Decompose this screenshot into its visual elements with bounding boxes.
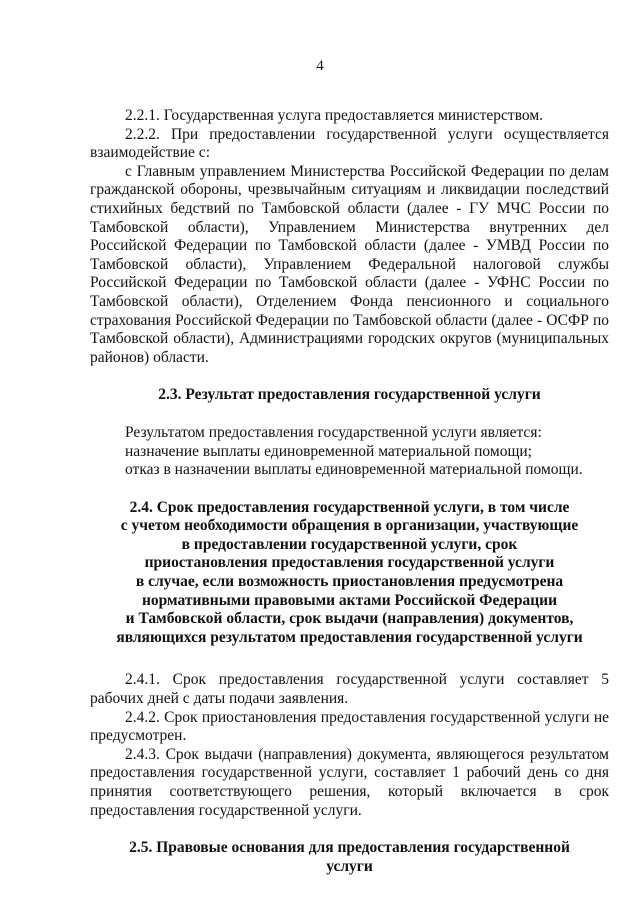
paragraph-interaction-list: с Главным управлением Министерства Российской Федерации по делам гражданской обороны, чрезвычайным ситуациям и ликвидации последствий стихийных бедствий по Тамбовской области (далее - ГУ МЧС России по Тамбовской области), Управлением Министерства внутренних дел Российской Федерации по Тамбовской области (далее - УМВД России по Тамбовской области), Управлением Федеральной налоговой службы Российской Федерации по Тамбовской области (далее - УФНС России по Тамбовской области), Отделением Фонда пенсионного и социального страхования Российской Федерации по Тамбовской области (далее - ОСФР по Тамбовской области), Администрациями городских округов (муниципальных районов) области.	[90, 162, 609, 366]
result-list	[90, 424, 609, 480]
heading-2-4-line: с учетом необходимости обращения в организации, участвующие	[120, 517, 579, 535]
result-item-refusal: отказ в назначении выплаты единовременной материальной помощи.	[125, 461, 583, 479]
heading-2-4-line: и Тамбовской области, срок выдачи (направления) документов,	[125, 610, 574, 628]
heading-2-3: 2.3. Результат предоставления государственной услуги	[158, 386, 541, 404]
paragraph-2-2-1: 2.2.1. Государственная услуга предоставляется министерством.	[125, 107, 544, 124]
heading-2-4-line: приостановления предоставления государственной услуги	[144, 554, 555, 572]
heading-2-4	[90, 499, 609, 648]
paragraph-2-4-2: 2.4.2. Срок приостановления предоставления государственной услуги не предусмотрен.	[90, 708, 609, 745]
result-item-approval: назначение выплаты единовременной материальной помощи;	[125, 442, 532, 460]
paragraph-2-4-1: 2.4.1. Срок предоставления государственной услуги составляет 5 рабочих дней с даты подачи заявления.	[90, 671, 609, 708]
heading-2-4-line: нормативными правовыми актами Российской Федерации	[141, 591, 558, 609]
document-body	[90, 107, 609, 876]
heading-2-4-line: в предоставлении государственной услуги, срок	[181, 535, 518, 553]
heading-2-4-line: 2.4. Срок предоставления государственной услуги, в том числе	[129, 498, 570, 516]
result-intro: Результатом предоставления государственной услуги является:	[125, 423, 542, 441]
heading-2-4-line: являющихся результатом предоставления государственной услуги	[116, 628, 583, 646]
paragraph-2-4-3: 2.4.3. Срок выдачи (направления) документа, являющегося результатом предоставления государственной услуги, составляет 1 рабочий день со дня принятия соответствующего решения, который включается в срок предоставления государственной услуги.	[90, 745, 609, 819]
heading-2-5-line: 2.5. Правовые основания для предоставления государственной	[129, 839, 570, 857]
heading-2-5	[90, 839, 609, 876]
paragraph-2-2-2: 2.2.2. При предоставлении государственной услуги осуществляется взаимодействие с:	[90, 125, 609, 162]
heading-2-5-line: услуги	[326, 857, 373, 875]
page-number: 4	[316, 58, 324, 74]
heading-2-4-line: в случае, если возможность приостановления предусмотрена	[135, 573, 564, 591]
